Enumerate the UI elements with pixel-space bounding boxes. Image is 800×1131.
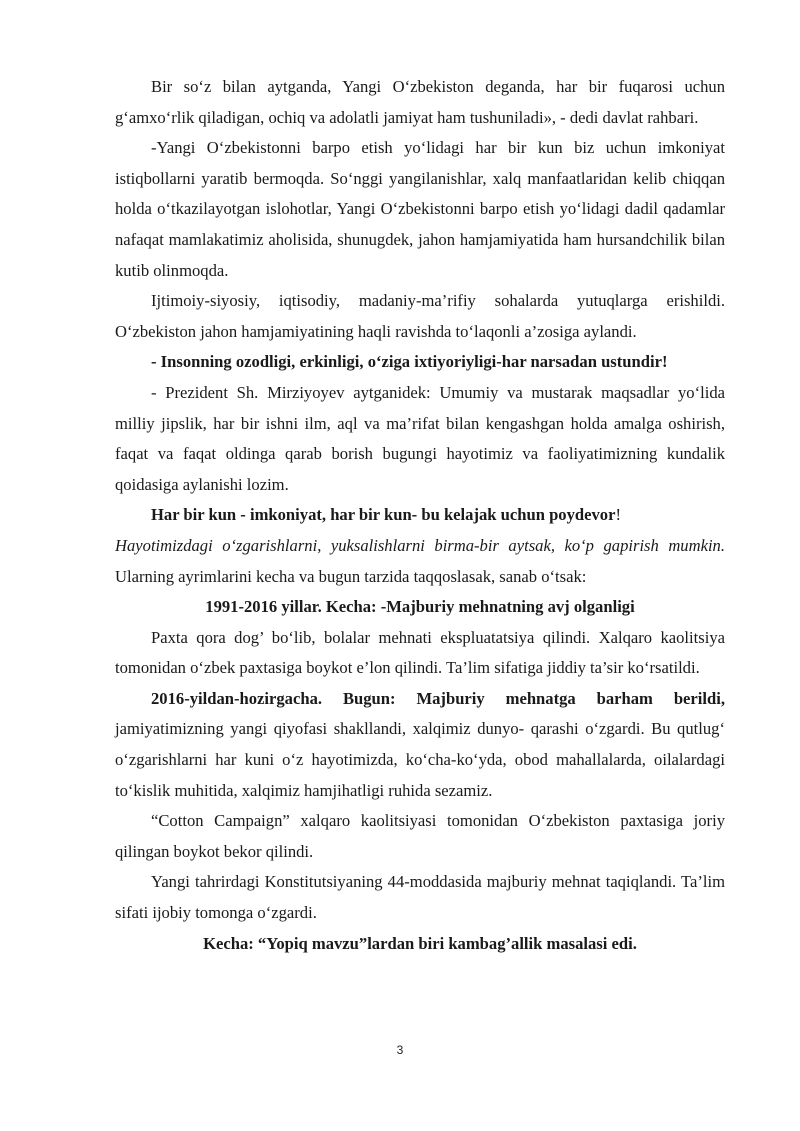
paragraph-9: “Cotton Campaign” xalqaro kaolitsiyasi tomonidan O‘zbekiston paxtasiga joriy qilingan boykot bekor qilindi. (115, 811, 725, 861)
paragraph-8-rest: jamiyatimizning yangi qiyofasi shakllandi, xalqimiz dunyo- qarashi o‘zgardi. Bu qutlug‘ o‘zgarishlarni har kuni o‘z hayotimizda, ko‘cha-ko‘yda, obod mahallalarda, oilalardagi to‘kislik muhitida, xalqimiz hamjihatligi ruhida sezamiz. (115, 719, 725, 800)
paragraph-6-rest: Ularning ayrimlarini kecha va bugun tarzida taqqoslasak, sanab o‘tsak: (115, 566, 587, 586)
paragraph-8 (115, 684, 725, 806)
paragraph-7: Paxta qora dog’ bo‘lib, bolalar mehnati ekspluatatsiya qilindi. Xalqaro kaolitsiya tomonidan o‘zbek paxtasiga boykot e’lon qilindi. Ta’lim sifatiga jiddiy ta’sir ko‘rsatildi. (115, 627, 725, 678)
paragraph-2: -Yangi O‘zbekistonni barpo etish yo‘lidagi har bir kun biz uchun imkoniyat istiqbollarni yaratib bermoqda. So‘nggi yangilanishlar, xalq manfaatlaridan kelib chiqqan holda o‘tkazilayotgan islohotlar, Yangi O‘zbekistonni barpo etish yo‘lidagi dadil qadamlar nafaqat mamlakatimiz aholisida, shunugdek, jahon hamjamiyatida ham hursandchilik bilan kutib olinmoqda. (115, 138, 725, 280)
paragraph-1: Bir so‘z bilan aytganda, Yangi O‘zbekiston deganda, har bir fuqarosi uchun g‘amxo‘rlik qiladigan, ochiq va adolatli jamiyat ham tushuniladi», - dedi davlat rahbari. (115, 77, 725, 127)
paragraph-3: Ijtimoiy-siyosiy, iqtisodiy, madaniy-ma’rifiy sohalarda yutuqlarga erishildi. O‘zbekiston jahon hamjamiyatining haqli ravishda to‘laqonli a’zosiga aylandi. (115, 291, 725, 341)
section-heading-1: 1991-2016 yillar. Kecha: -Majburiy mehnatning avj olganligi (205, 597, 635, 617)
page-number: 3 (396, 1043, 404, 1057)
bold-statement: 2016-yildan-hozirgacha. Bugun: Majburiy mehnatga barham berildi, (151, 688, 725, 708)
bold-statement: Har bir kun - imkoniyat, har bir kun- bu kelajak uchun poydevor (151, 505, 616, 525)
italic-sentence: Hayotimizdagi o‘zgarishlarni, yuksalishlarni birma-bir aytsak, ko‘p gapirish mumkin. (115, 535, 725, 555)
paragraph-6 (115, 500, 725, 592)
exclamation: ! (615, 505, 621, 525)
paragraph-5: - Prezident Sh. Mirziyoyev aytganidek: Umumiy va mustarak maqsadlar yo‘lida milliy jipslik, har bir ishni ilm, aql va ma’rifat bilan kengashgan holda amalga oshirish, faqat va faqat oldinga qarab borish bugungi hayotimiz va faoliyatimizning kundalik qoidasiga aylanishi lozim. (115, 382, 725, 494)
bold-statement: - Insonning ozodligi, erkinligi, o‘ziga ixtiyoriyligi-har narsadan ustundir! (151, 352, 668, 372)
paragraph-4 (115, 347, 725, 378)
paragraph-10: Yangi tahrirdagi Konstitutsiyaning 44-moddasida majburiy mehnat taqiqlandi. Ta’lim sifati ijobiy tomonga o‘zgardi. (115, 872, 725, 923)
document-body (115, 72, 725, 959)
section-heading-2: Kecha: “Yopiq mavzu”lardan biri kambag’allik masalasi edi. (203, 933, 637, 953)
